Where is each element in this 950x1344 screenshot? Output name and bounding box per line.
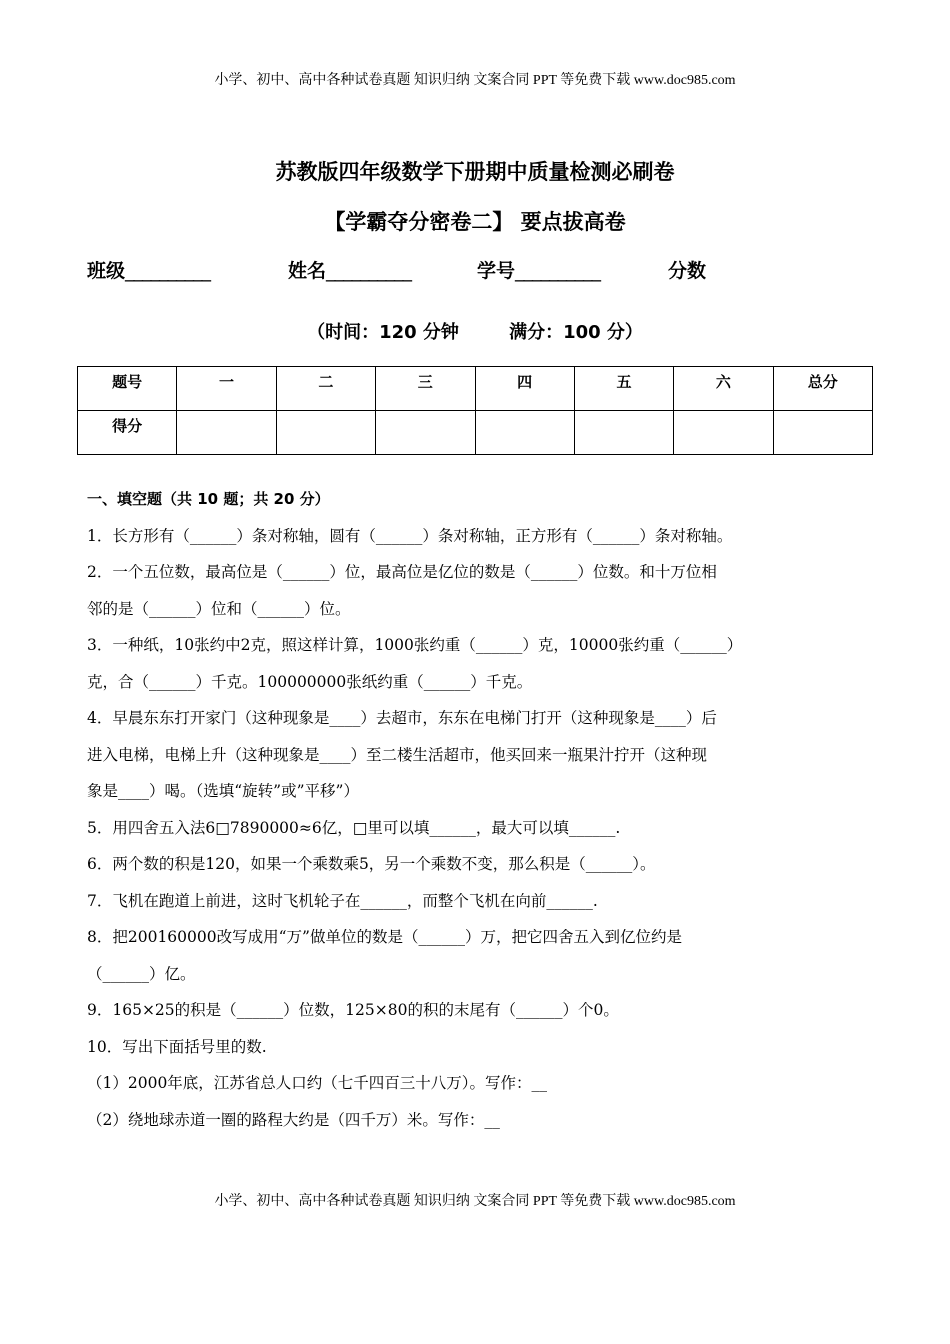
- score-cell: [674, 411, 773, 455]
- question-line: （2）绕地球赤道一圈的路程大约是（四千万）米。写作：__: [87, 1110, 500, 1129]
- section-heading: 一、填空题（共 10 题；共 20 分）: [87, 490, 330, 508]
- page-header: 小学、初中、高中各种试卷真题 知识归纳 文案合同 PPT 等免费下载 www.doc985.com: [214, 73, 736, 88]
- score-row-label: 得分: [78, 411, 177, 455]
- name-field: [288, 256, 411, 283]
- question-line: 9．165×25的积是（______）位数，125×80的积的末尾有（______）个0。: [87, 1001, 619, 1019]
- id-blank: __________: [515, 260, 601, 282]
- section-fill-in-blanks: [87, 481, 877, 1138]
- time-and-full-score: （时间：120 分钟 满分：100 分）: [307, 322, 643, 343]
- score-table-header-cell: 四: [475, 367, 574, 411]
- question-line: （______）亿。: [87, 964, 196, 983]
- page-footer: 小学、初中、高中各种试卷真题 知识归纳 文案合同 PPT 等免费下载 www.doc985.com: [214, 1194, 736, 1209]
- score-table-header-cell: 题号: [78, 367, 177, 411]
- question-line: 克，合（______）千克。100000000张纸约重（______）千克。: [87, 672, 533, 691]
- document-title: 苏教版四年级数学下册期中质量检测必刷卷: [275, 160, 675, 184]
- score-table-score-row: [78, 411, 873, 455]
- question-line: （1）2000年底，江苏省总人口约（七千四百三十八万）。写作：__: [87, 1074, 548, 1092]
- score-cell: [376, 411, 475, 455]
- class-field: [87, 256, 210, 283]
- score-label: 分数: [668, 260, 707, 282]
- name-blank: __________: [326, 260, 412, 282]
- score-table: [77, 366, 873, 455]
- score-table-header-cell: 一: [177, 367, 276, 411]
- document-subtitle: 【学霸夺分密卷二】 要点拔高卷: [324, 210, 626, 234]
- score-table-header-cell: 五: [574, 367, 673, 411]
- id-label: 学号: [477, 260, 516, 282]
- class-label: 班级: [87, 260, 126, 282]
- question-line: 3．一种纸，10张约中2克，照这样计算，1000张约重（______）克，10000张约重（______）: [87, 636, 743, 654]
- score-table-header-cell: 二: [276, 367, 375, 411]
- score-table-header-cell: 总分: [773, 367, 872, 411]
- question-line: 邻的是（______）位和（______）位。: [87, 599, 351, 618]
- score-cell: [475, 411, 574, 455]
- question-line: 7．飞机在跑道上前进，这时飞机轮子在______，而整个飞机在向前______.: [87, 891, 598, 910]
- question-line: 2．一个五位数，最高位是（______）位，最高位是亿位的数是（______）位数。和十万位相: [87, 563, 717, 581]
- score-field: [668, 256, 706, 283]
- question-line: 进入电梯，电梯上升（这种现象是____）至二楼生活超市，他买回来一瓶果汁拧开（这种现: [87, 745, 708, 764]
- score-table-header-cell: 六: [674, 367, 773, 411]
- score-cell: [276, 411, 375, 455]
- question-line: 8．把200160000改写成用“万”做单位的数是（______）万，把它四舍五入到亿位约是: [87, 928, 682, 946]
- id-field: [477, 256, 600, 283]
- question-line: 5．用四舍五入法6□7890000≈6亿，□里可以填______，最大可以填______.: [87, 818, 621, 837]
- score-table-header-row: [78, 367, 873, 411]
- score-cell: [574, 411, 673, 455]
- question-line: 6．两个数的积是120，如果一个乘数乘5，另一个乘数不变，那么积是（______）。: [87, 855, 656, 873]
- question-line: 1．长方形有（______）条对称轴，圆有（______）条对称轴，正方形有（______）条对称轴。: [87, 526, 733, 545]
- score-cell: [773, 411, 872, 455]
- question-line: 4．早晨东东打开家门（这种现象是____）去超市，东东在电梯门打开（这种现象是____）后: [87, 709, 717, 727]
- question-line: 10．写出下面括号里的数.: [87, 1037, 267, 1056]
- score-table-header-cell: 三: [376, 367, 475, 411]
- question-line: 象是____）喝。（选填“旋转”或”平移”）: [87, 782, 359, 800]
- name-label: 姓名: [288, 260, 327, 282]
- class-blank: __________: [125, 260, 211, 282]
- score-cell: [177, 411, 276, 455]
